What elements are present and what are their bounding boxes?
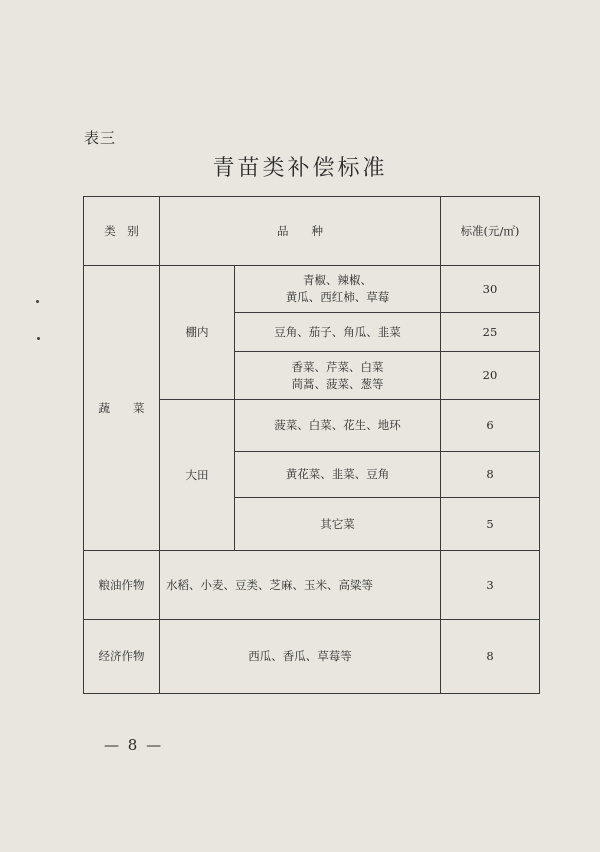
table-row — [84, 551, 540, 620]
variety-line: 青椒、辣椒、 — [303, 273, 372, 287]
scan-speck — [37, 337, 40, 340]
header-variety: 品 种 — [160, 197, 441, 266]
category-cash-crops: 经济作物 — [84, 620, 160, 694]
header-standard: 标准(元/㎡) — [441, 197, 540, 266]
page-number: — 8 — — [104, 736, 164, 754]
variety-line: 黄瓜、西红柿、草莓 — [285, 290, 390, 304]
standard-value: 3 — [441, 551, 540, 620]
standard-value: 8 — [441, 452, 540, 498]
variety-cell: 西瓜、香瓜、草莓等 — [160, 620, 441, 694]
table-row — [84, 620, 540, 694]
header-category: 类 别 — [84, 197, 160, 266]
standard-value: 25 — [441, 313, 540, 352]
variety-cell: 豆角、茄子、角瓜、韭菜 — [235, 313, 441, 352]
scan-speck — [36, 300, 39, 303]
standard-value: 8 — [441, 620, 540, 694]
subcategory-greenhouse: 棚内 — [160, 266, 235, 400]
standard-value: 20 — [441, 352, 540, 400]
variety-line: 香菜、芹菜、白菜 — [291, 359, 384, 374]
table-header-row — [84, 197, 540, 266]
table-label: 表三 — [84, 129, 117, 147]
variety-cell: 水稻、小麦、豆类、芝麻、玉米、高粱等 — [160, 551, 441, 620]
variety-cell: 其它菜 — [235, 498, 441, 551]
category-vegetables: 蔬 菜 — [84, 266, 160, 551]
compensation-table — [83, 196, 540, 694]
standard-value: 6 — [441, 400, 540, 452]
subcategory-field: 大田 — [160, 400, 235, 551]
variety-cell — [235, 266, 441, 313]
table-row — [84, 266, 540, 313]
variety-cell: 菠菜、白菜、花生、地环 — [235, 400, 441, 452]
variety-cell: 黄花菜、韭菜、豆角 — [235, 452, 441, 498]
category-grain-oil: 粮油作物 — [84, 551, 160, 620]
standard-value: 5 — [441, 498, 540, 551]
variety-cell — [235, 352, 441, 400]
standard-value: 30 — [441, 266, 540, 313]
page-title: 青苗类补偿标准 — [212, 156, 388, 181]
variety-line: 茼蒿、菠菜、葱等 — [291, 376, 384, 391]
